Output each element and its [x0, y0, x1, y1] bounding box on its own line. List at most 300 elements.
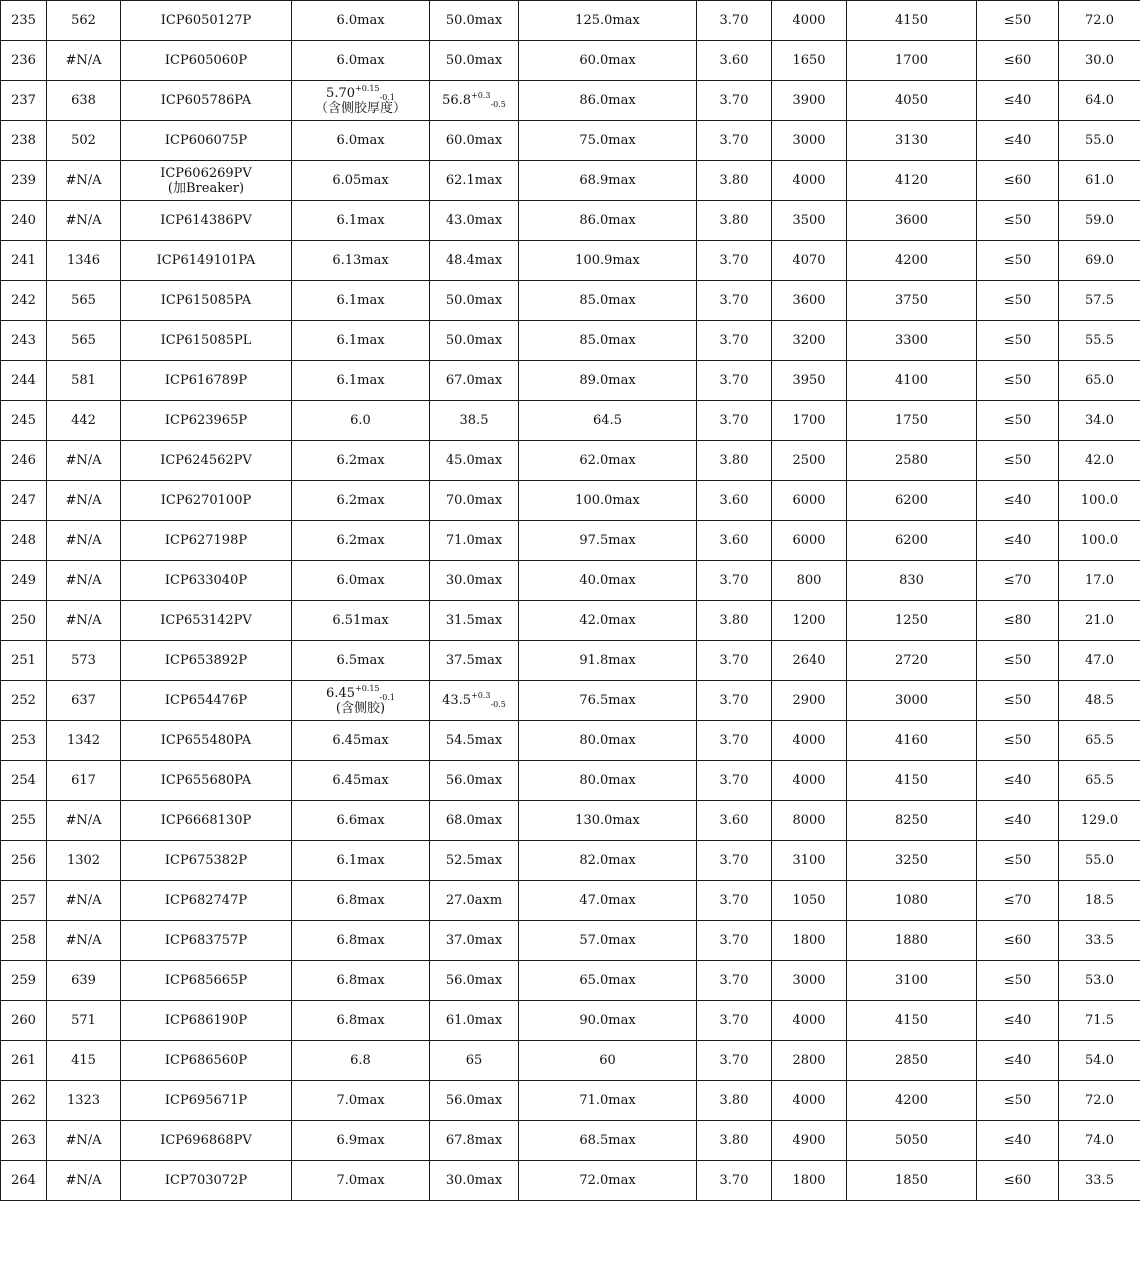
- cell-capacity-typ: [847, 241, 977, 281]
- cell-value: 6.9max: [336, 1133, 385, 1148]
- cell-value: 638: [71, 93, 96, 108]
- cell-resistance: [977, 721, 1059, 761]
- cell-resistance: [977, 521, 1059, 561]
- cell-value: ≤50: [1003, 253, 1032, 268]
- cell-value: 31.5max: [445, 613, 503, 628]
- cell-thickness: [292, 321, 430, 361]
- cell-value: ICP655680PA: [160, 773, 252, 788]
- cell-value: 57.0max: [579, 933, 636, 948]
- cell-resistance: [977, 361, 1059, 401]
- cell-no: [1, 1001, 47, 1041]
- cell-weight: [1059, 241, 1140, 281]
- cell-width: [430, 241, 519, 281]
- cell-value: 52.5max: [445, 853, 503, 868]
- cell-value: 1800: [792, 1173, 826, 1188]
- cell-value: 253: [11, 733, 36, 748]
- cell-value: 61.0: [1085, 173, 1114, 188]
- cell-value: ≤40: [1003, 133, 1032, 148]
- table-row: [1, 841, 1140, 881]
- cell-value: 47.0max: [579, 893, 636, 908]
- cell-value: 17.0: [1085, 573, 1114, 588]
- table-row: [1, 361, 1140, 401]
- cell-value: 250: [11, 613, 36, 628]
- cell-thickness: [292, 1, 430, 41]
- cell-ref: [47, 1121, 121, 1161]
- cell-width: [430, 1161, 519, 1201]
- table-row: [1, 521, 1140, 561]
- cell-resistance: [977, 41, 1059, 81]
- cell-capacity-min: [772, 681, 847, 721]
- cell-value: 33.5: [1085, 933, 1114, 948]
- cell-value: 65.5: [1085, 773, 1114, 788]
- cell-model: [121, 721, 292, 761]
- cell-value: 30.0: [1085, 53, 1114, 68]
- cell-value: ≤50: [1003, 13, 1032, 28]
- cell-value: 6.1max: [336, 333, 385, 348]
- cell-value: 3250: [894, 853, 929, 868]
- cell-value: #N/A: [65, 573, 102, 588]
- cell-ref: [47, 41, 121, 81]
- cell-voltage: [697, 1041, 772, 1081]
- table-row: [1, 1001, 1140, 1041]
- cell-value: 67.8max: [445, 1133, 503, 1148]
- cell-ref: [47, 81, 121, 121]
- cell-thickness: [292, 881, 430, 921]
- cell-value: 1880: [894, 933, 929, 948]
- cell-resistance: [977, 761, 1059, 801]
- cell-value: 68.0max: [445, 813, 503, 828]
- cell-value: 30.0max: [445, 573, 503, 588]
- cell-value: ≤50: [1003, 413, 1032, 428]
- cell-value: 4050: [894, 93, 929, 108]
- cell-weight: [1059, 281, 1140, 321]
- cell-value: 6.8max: [336, 893, 385, 908]
- cell-voltage: [697, 841, 772, 881]
- cell-capacity-typ: [847, 881, 977, 921]
- cell-capacity-typ: [847, 401, 977, 441]
- cell-weight: [1059, 361, 1140, 401]
- cell-capacity-typ: [847, 761, 977, 801]
- cell-value: 237: [11, 93, 36, 108]
- cell-value: 54.5max: [445, 733, 503, 748]
- cell-value: 21.0: [1085, 613, 1114, 628]
- cell-model: [121, 441, 292, 481]
- cell-resistance: [977, 121, 1059, 161]
- cell-value: ≤50: [1003, 853, 1032, 868]
- cell-value: ≤60: [1003, 53, 1032, 68]
- cell-model: [121, 1041, 292, 1081]
- cell-ref: [47, 161, 121, 201]
- cell-thickness: [292, 441, 430, 481]
- cell-width: [430, 681, 519, 721]
- cell-value: ≤50: [1003, 293, 1032, 308]
- cell-value: ICP606075P: [164, 133, 248, 148]
- cell-value: 54.0: [1085, 1053, 1114, 1068]
- cell-capacity-min: [772, 401, 847, 441]
- cell-resistance: [977, 401, 1059, 441]
- cell-thickness: [292, 1161, 430, 1201]
- cell-value: 56.0max: [445, 973, 503, 988]
- cell-value: 48.4max: [445, 253, 503, 268]
- cell-value: 4000: [792, 173, 826, 188]
- cell-resistance: [977, 641, 1059, 681]
- cell-value: 6.13max: [332, 253, 389, 268]
- cell-no: [1, 681, 47, 721]
- cell-no: [1, 1121, 47, 1161]
- cell-value: 72.0: [1085, 13, 1114, 28]
- cell-model: [121, 641, 292, 681]
- cell-value: ICP6050127P: [160, 13, 252, 28]
- cell-no: [1, 841, 47, 881]
- cell-weight: [1059, 801, 1140, 841]
- cell-value: 502: [71, 133, 96, 148]
- cell-width: [430, 1121, 519, 1161]
- cell-capacity-typ: [847, 1161, 977, 1201]
- cell-value: 1850: [894, 1173, 929, 1188]
- cell-ref: [47, 1161, 121, 1201]
- cell-value: 1700: [894, 53, 929, 68]
- table-row: [1, 321, 1140, 361]
- cell-resistance: [977, 1, 1059, 41]
- cell-width: [430, 601, 519, 641]
- cell-value: 4000: [792, 1013, 826, 1028]
- table-row: [1, 601, 1140, 641]
- cell-model: [121, 1081, 292, 1121]
- cell-value: 61.0max: [445, 1013, 503, 1028]
- cell-weight: [1059, 1121, 1140, 1161]
- cell-value: ≤50: [1003, 1093, 1032, 1108]
- cell-no: [1, 561, 47, 601]
- cell-weight: [1059, 921, 1140, 961]
- cell-value: 581: [71, 373, 96, 388]
- cell-voltage: [697, 1081, 772, 1121]
- cell-capacity-min: [772, 81, 847, 121]
- cell-capacity-typ: [847, 441, 977, 481]
- cell-width: [430, 521, 519, 561]
- cell-value: 4150: [894, 773, 929, 788]
- cell-value: ≤40: [1003, 493, 1032, 508]
- cell-value: 3.70: [719, 973, 749, 988]
- cell-value: 50.0max: [445, 53, 503, 68]
- cell-value: 100.0max: [575, 493, 640, 508]
- cell-value: 50.0max: [445, 333, 503, 348]
- cell-thickness: [292, 81, 430, 121]
- cell-voltage: [697, 361, 772, 401]
- cell-model: [121, 241, 292, 281]
- cell-capacity-typ: [847, 961, 977, 1001]
- cell-ref: [47, 1081, 121, 1121]
- cell-value: 8250: [894, 813, 929, 828]
- cell-capacity-min: [772, 441, 847, 481]
- cell-value: 6.8: [350, 1053, 371, 1068]
- cell-value: 2500: [792, 453, 826, 468]
- cell-value: 3.70: [719, 693, 749, 708]
- cell-capacity-typ: [847, 121, 977, 161]
- cell-value: 617: [71, 773, 96, 788]
- cell-value: 91.8max: [579, 653, 636, 668]
- cell-value: ≤40: [1003, 1053, 1032, 1068]
- cell-note: (含侧胶): [335, 700, 386, 716]
- cell-value: 1700: [792, 413, 826, 428]
- cell-model: [121, 121, 292, 161]
- cell-value: 1302: [66, 853, 101, 868]
- cell-value: 3.80: [719, 173, 749, 188]
- cell-value: ICP655480PA: [160, 733, 252, 748]
- cell-length: [519, 881, 697, 921]
- cell-width: [430, 441, 519, 481]
- cell-width: [430, 1041, 519, 1081]
- cell-no: [1, 281, 47, 321]
- cell-value: 565: [71, 293, 96, 308]
- cell-width: [430, 641, 519, 681]
- cell-thickness: [292, 1001, 430, 1041]
- cell-thickness: [292, 561, 430, 601]
- cell-value: 4150: [894, 1013, 929, 1028]
- cell-value: ICP653892P: [164, 653, 248, 668]
- cell-model: [121, 1161, 292, 1201]
- cell-value: 2800: [792, 1053, 826, 1068]
- cell-voltage: [697, 41, 772, 81]
- cell-width: [430, 801, 519, 841]
- cell-value: 255: [11, 813, 36, 828]
- cell-width: [430, 1081, 519, 1121]
- cell-value: 6.51max: [332, 613, 389, 628]
- cell-resistance: [977, 321, 1059, 361]
- cell-thickness: [292, 601, 430, 641]
- cell-thickness: [292, 521, 430, 561]
- cell-value: 6.2max: [336, 493, 385, 508]
- cell-resistance: [977, 1041, 1059, 1081]
- cell-value: 53.0: [1085, 973, 1114, 988]
- cell-capacity-min: [772, 241, 847, 281]
- cell-value: ICP675382P: [164, 853, 248, 868]
- cell-no: [1, 961, 47, 1001]
- cell-value: 1650: [792, 53, 826, 68]
- cell-resistance: [977, 921, 1059, 961]
- cell-value: 74.0: [1085, 1133, 1114, 1148]
- cell-ref: [47, 841, 121, 881]
- cell-value: 4000: [792, 773, 826, 788]
- cell-value: 6.45: [326, 685, 355, 701]
- cell-width: [430, 921, 519, 961]
- cell-value: 85.0max: [579, 333, 636, 348]
- cell-thickness: [292, 961, 430, 1001]
- cell-voltage: [697, 321, 772, 361]
- cell-width: [430, 961, 519, 1001]
- cell-ref: [47, 921, 121, 961]
- cell-length: [519, 721, 697, 761]
- tolerance-upper: +0.3: [471, 91, 491, 100]
- cell-value: #N/A: [65, 453, 102, 468]
- cell-weight: [1059, 761, 1140, 801]
- cell-capacity-min: [772, 161, 847, 201]
- cell-length: [519, 441, 697, 481]
- cell-value: 3.80: [719, 1093, 749, 1108]
- cell-value: 8000: [792, 813, 826, 828]
- cell-value: 3.70: [719, 93, 749, 108]
- cell-value: 252: [11, 693, 36, 708]
- cell-value: 3000: [894, 693, 929, 708]
- cell-thickness: [292, 801, 430, 841]
- cell-value: 3.70: [719, 133, 749, 148]
- table-row: [1, 1081, 1140, 1121]
- cell-model: [121, 481, 292, 521]
- cell-weight: [1059, 881, 1140, 921]
- cell-value: 60: [599, 1053, 616, 1068]
- cell-thickness: [292, 481, 430, 521]
- cell-value: 4070: [792, 253, 826, 268]
- cell-thickness: [292, 641, 430, 681]
- cell-value: ICP615085PA: [160, 293, 252, 308]
- cell-no: [1, 801, 47, 841]
- cell-value: ICP653142PV: [160, 613, 252, 628]
- cell-value: 415: [71, 1053, 96, 1068]
- cell-capacity-min: [772, 41, 847, 81]
- cell-voltage: [697, 521, 772, 561]
- cell-value: 4000: [792, 13, 826, 28]
- cell-value: 86.0max: [579, 213, 636, 228]
- cell-value: 4200: [894, 253, 929, 268]
- cell-value: 90.0max: [579, 1013, 636, 1028]
- cell-length: [519, 201, 697, 241]
- cell-value: 130.0max: [575, 813, 640, 828]
- cell-value: 1200: [792, 613, 826, 628]
- cell-ref: [47, 201, 121, 241]
- cell-width: [430, 201, 519, 241]
- cell-thickness: [292, 681, 430, 721]
- cell-value: 43.0max: [445, 213, 503, 228]
- cell-width: [430, 401, 519, 441]
- table-row: [1, 1121, 1140, 1161]
- cell-capacity-typ: [847, 321, 977, 361]
- cell-weight: [1059, 721, 1140, 761]
- cell-value: 239: [11, 173, 36, 188]
- cell-ref: [47, 481, 121, 521]
- cell-no: [1, 81, 47, 121]
- cell-capacity-min: [772, 321, 847, 361]
- cell-voltage: [697, 681, 772, 721]
- cell-value: 6.5max: [336, 653, 385, 668]
- cell-capacity-typ: [847, 641, 977, 681]
- cell-resistance: [977, 281, 1059, 321]
- cell-value: #N/A: [65, 933, 102, 948]
- cell-value: 235: [11, 13, 36, 28]
- cell-value: ICP6149101PA: [156, 253, 256, 268]
- cell-value: 3.70: [719, 333, 749, 348]
- cell-no: [1, 721, 47, 761]
- cell-value: 3.70: [719, 573, 749, 588]
- cell-capacity-typ: [847, 1081, 977, 1121]
- cell-no: [1, 401, 47, 441]
- cell-value: 1250: [894, 613, 929, 628]
- cell-weight: [1059, 201, 1140, 241]
- cell-value: 56.0max: [445, 773, 503, 788]
- cell-value: 1080: [894, 893, 929, 908]
- cell-value: ≤40: [1003, 1013, 1032, 1028]
- cell-value: 240: [11, 213, 36, 228]
- cell-length: [519, 561, 697, 601]
- cell-no: [1, 481, 47, 521]
- cell-value: 6200: [894, 533, 929, 548]
- cell-value: 86.0max: [579, 93, 636, 108]
- cell-value: ICP633040P: [164, 573, 248, 588]
- cell-value: 6.05max: [332, 173, 389, 188]
- cell-value: 1323: [66, 1093, 101, 1108]
- cell-ref: [47, 601, 121, 641]
- cell-model: [121, 201, 292, 241]
- cell-value: 75.0max: [579, 133, 636, 148]
- cell-voltage: [697, 81, 772, 121]
- cell-length: [519, 161, 697, 201]
- cell-value: 241: [11, 253, 36, 268]
- cell-resistance: [977, 841, 1059, 881]
- cell-value: 38.5: [459, 413, 489, 428]
- cell-value: 238: [11, 133, 36, 148]
- cell-capacity-typ: [847, 81, 977, 121]
- cell-value: ICP685665P: [164, 973, 248, 988]
- table-row: [1, 241, 1140, 281]
- cell-ref: [47, 1, 121, 41]
- cell-value: 6.0max: [336, 573, 385, 588]
- cell-length: [519, 241, 697, 281]
- table-row: [1, 561, 1140, 601]
- cell-width: [430, 561, 519, 601]
- cell-length: [519, 321, 697, 361]
- cell-thickness: [292, 1121, 430, 1161]
- cell-no: [1, 1041, 47, 1081]
- cell-value: 3.60: [719, 53, 749, 68]
- cell-value: 254: [11, 773, 36, 788]
- cell-weight: [1059, 1081, 1140, 1121]
- cell-value: 6.0max: [336, 53, 385, 68]
- cell-value: 565: [71, 333, 96, 348]
- cell-capacity-min: [772, 641, 847, 681]
- cell-model: [121, 961, 292, 1001]
- cell-value: 4120: [894, 173, 929, 188]
- cell-value: 82.0max: [579, 853, 636, 868]
- cell-value: 56.0max: [445, 1093, 503, 1108]
- cell-capacity-min: [772, 1161, 847, 1201]
- cell-model: [121, 321, 292, 361]
- cell-width: [430, 161, 519, 201]
- cell-capacity-typ: [847, 841, 977, 881]
- cell-value: ≤50: [1003, 693, 1032, 708]
- cell-value: 830: [899, 573, 924, 588]
- cell-value: 256: [11, 853, 36, 868]
- cell-value: 3.60: [719, 813, 749, 828]
- table-row: [1, 721, 1140, 761]
- cell-value: 43.5: [442, 693, 472, 708]
- cell-no: [1, 41, 47, 81]
- cell-model: [121, 601, 292, 641]
- cell-value: ≤50: [1003, 213, 1032, 228]
- cell-weight: [1059, 161, 1140, 201]
- cell-value: 18.5: [1085, 893, 1114, 908]
- cell-value: 129.0: [1080, 813, 1119, 828]
- cell-no: [1, 121, 47, 161]
- cell-width: [430, 121, 519, 161]
- cell-no: [1, 761, 47, 801]
- cell-capacity-min: [772, 1081, 847, 1121]
- cell-value: 3.80: [719, 613, 749, 628]
- cell-value: ≤70: [1003, 573, 1032, 588]
- cell-value: ≤50: [1003, 733, 1032, 748]
- tolerance-lower: -0.5: [490, 700, 506, 709]
- cell-value: 3.60: [719, 533, 749, 548]
- cell-weight: [1059, 441, 1140, 481]
- cell-no: [1, 321, 47, 361]
- cell-capacity-min: [772, 201, 847, 241]
